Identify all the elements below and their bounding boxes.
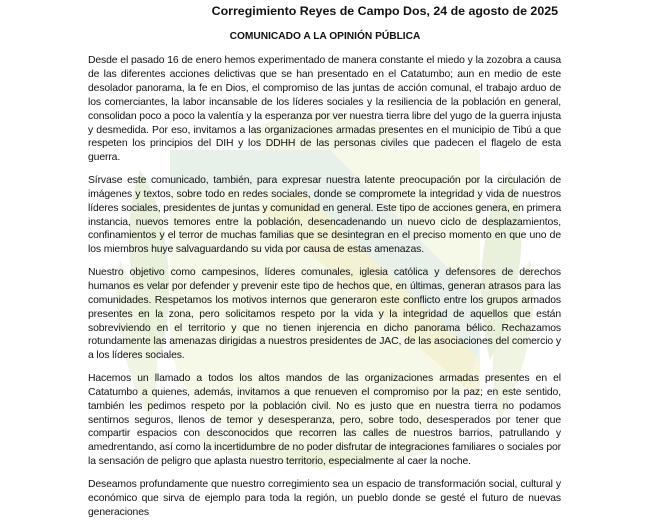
- paragraph-4: Hacemos un llamado a todos los altos mandos de las organizaciones armadas presentes en el Catatumbo a quienes, además, invitamos a que renueven el compromiso por la paz; en este sentido, también les pedimos respeto por la población civil. No es justo que en nuestra tierra no podamos sentirnos seguros, llenos de temor y desesperanza, pero, sobre todo, desesperados por tener que compartir espacios con desconocidos que recorren las calles de nuestros barrios, patrullando y amedrentando, así como la incertidumbre de no poder disfrutar de integraciones familiares o sociales por la sensación de peligro que aplasta nuestro territorio, especialmente al caer la noche.: [88, 372, 561, 468]
- paragraph-5: Deseamos profundamente que nuestro corregimiento sea un espacio de transformación social, cultural y económico que sirva de ejemplo para toda la región, un pueblo donde se gesté el futuro de nuevas generaciones: [88, 478, 561, 518]
- paragraph-3: Nuestro objetivo como campesinos, líderes comunales, iglesia católica y defensores de derechos humanos es velar por defender y prevenir este tipo de hechos que, en últimas, generan atrasos para las comunidades. Respetamos los motivos internos que generaron este conflicto entre los grupos armados presentes en la zona, pero solicitamos respeto por la vida y la integridad de aquellos que están sobreviviendo en el territorio y que no tienen injerencia en dicho panorama bélico. Rechazamos rotundamente las amenazas dirigidas a nuestros presidentes de JAC, de las asociaciones del comercio y a los líderes sociales.: [88, 266, 561, 362]
- document-body: [88, 54, 561, 528]
- paragraph-1: Desde el pasado 16 de enero hemos experimentado de manera constante el miedo y la zozobra a causa de las diferentes acciones delictivas que se han presentado en el Catatumbo; aun en medio de este desolador panorama, la fe en Dios, el compromiso de las juntas de acción comunal, el trabajo arduo de los comerciantes, la labor incansable de los líderes sociales y la resiliencia de la población en general, consolidan poco a poco la valentía y la esperanza por ver nuestra tierra libre del yugo de la guerra injusta y desmedida. Por eso, invitamos a las organizaciones armadas presentes en el municipio de Tibú a que respeten los principios del DIH y los DDHH de las personas civiles que padecen el flagelo de esta guerra.: [88, 55, 561, 164]
- paragraph-2: Sírvase este comunicado, también, para expresar nuestra latente preocupación por la circulación de imágenes y textos, sobre todo en redes sociales, donde se compromete la integridad y vida de nuestros líderes sociales, presidentes de juntas y comunidad en general. Este tipo de acciones genera, en primera instancia, nuevos temores entre la población, desencadenando un nuevo ciclo de desplazamientos, confinamientos y el terror de muchas familias que se desintegran en el preciso momento en que uno de los miembros huye salvaguardando su vida por causa de estas amenazas.: [88, 174, 561, 256]
- place-date-line: Corregimiento Reyes de Campo Dos, 24 de agosto de 2025: [211, 4, 558, 18]
- document-title: COMUNICADO A LA OPINIÓN PÚBLICA: [229, 31, 421, 42]
